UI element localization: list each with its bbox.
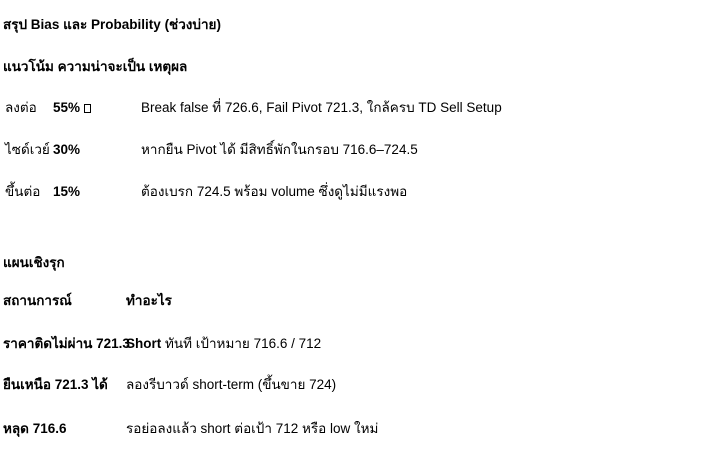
page-title: สรุป Bias และ Probability (ช่วงบ่าย) — [3, 17, 221, 32]
plan-title: แผนเชิงรุก — [3, 255, 65, 270]
bias-row-1-trend: ลงต่อ — [5, 100, 37, 115]
plan-row-1-action: Short ทันที เป้าหมาย 716.6 / 712 — [126, 336, 322, 351]
bias-table-header: แนวโน้ม ความน่าจะเป็น เหตุผล — [3, 59, 188, 74]
plan-row-1-situation: ราคาติดไม่ผ่าน 721.3 — [3, 336, 130, 351]
bias-row-1-probability: 55% — [53, 101, 91, 115]
plan-row-2-situation: ยืนเหนือ 721.3 ได้ — [3, 377, 108, 392]
bias-row-3-trend: ขึ้นต่อ — [5, 184, 41, 199]
bias-row-2-reason: หากยืน Pivot ได้ มีสิทธิ์พักในกรอบ 716.6–724.5 — [141, 142, 418, 157]
bias-row-2-probability: 30% — [53, 142, 81, 157]
plan-col-action: ทำอะไร — [126, 293, 172, 308]
plan-col-situation: สถานการณ์ — [3, 293, 72, 308]
plan-row-2-action: ลองรีบาวด์ short-term (ขึ้นขาย 724) — [126, 377, 337, 392]
bias-row-2-trend: ไซด์เวย์ — [5, 142, 50, 157]
bias-row-3-probability: 15% — [53, 184, 81, 199]
plan-row-3-action: รอย่อลงแล้ว short ต่อเป้า 712 หรือ low ใหม่ — [126, 421, 379, 436]
plan-row-3-situation: หลุด 716.6 — [3, 421, 67, 436]
bias-row-3-reason: ต้องเบรก 724.5 พร้อม volume ซึ่งดูไม่มีแรงพอ — [141, 184, 408, 199]
bias-row-1-reason: Break false ที่ 726.6, Fail Pivot 721.3, ใกล้ครบ TD Sell Setup — [141, 100, 502, 115]
checkbox-icon — [84, 104, 91, 113]
